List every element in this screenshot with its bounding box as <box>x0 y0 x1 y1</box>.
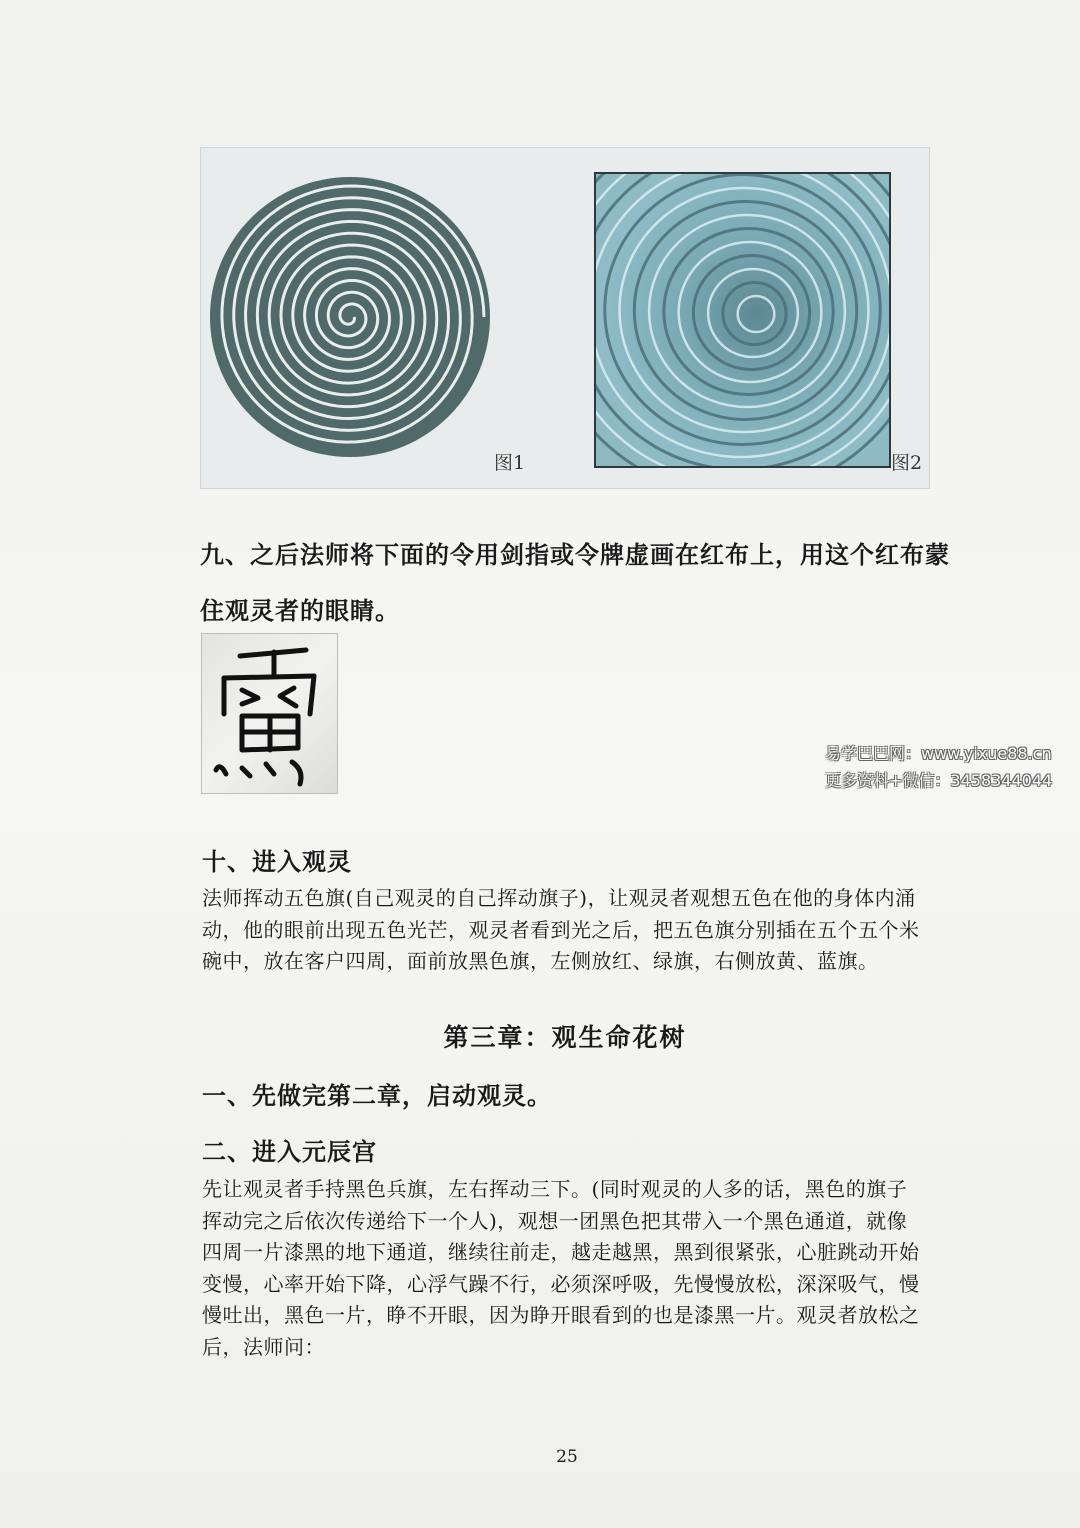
figure-panel <box>200 147 930 489</box>
thunder-talisman-icon <box>201 633 338 794</box>
paragraph-line: 先让观灵者手持黑色兵旗，左右挥动三下。(同时观灵的人多的话，黑色的旗子 <box>202 1177 908 1201</box>
paragraph-line: 碗中，放在客户四周，面前放黑色旗，左侧放红、绿旗，右侧放黄、蓝旗。 <box>202 949 879 973</box>
chapter-3-item-1: 一、先做完第二章，启动观灵。 <box>202 1081 552 1110</box>
paragraph-line: 动，他的眼前出现五色光芒，观灵者看到光之后，把五色旗分别插在五个五个米 <box>202 917 920 942</box>
chapter-3-item-2-heading: 二、进入元辰宫 <box>202 1137 377 1166</box>
ripple-rings <box>596 174 891 468</box>
talisman-drawing <box>202 634 339 795</box>
page-number: 25 <box>556 1447 578 1467</box>
ripple-water-image <box>594 172 891 468</box>
figure-2-label: 图2 <box>891 452 923 474</box>
paragraph-line: 四周一片漆黑的地下通道，继续往前走，越走越黑，黑到很紧张，心脏跳动开始 <box>202 1240 920 1264</box>
paragraph-line: 变慢，心率开始下降，心浮气躁不行，必须深呼吸，先慢慢放松，深深吸气，慢 <box>202 1271 920 1296</box>
figure-1-label: 图1 <box>494 452 526 474</box>
paragraph-line: 慢吐出，黑色一片，睁不开眼，因为睁开眼看到的也是漆黑一片。观灵者放松之 <box>202 1303 920 1327</box>
section-9-line-1: 九、之后法师将下面的令用剑指或令牌虚画在红布上，用这个红布蒙 <box>200 540 950 569</box>
section-10-heading: 十、进入观灵 <box>202 847 352 876</box>
watermark-line-2: 更多资料+微信：3458344044 <box>825 771 1053 790</box>
paragraph-line: 后，法师问： <box>202 1334 325 1359</box>
watermark-line-1: 易学巴巴网：www.yixue88.cn <box>825 744 1052 763</box>
spiral-groove-image <box>207 174 493 460</box>
chapter-3-title: 第三章：观生命花树 <box>443 1023 687 1052</box>
section-10-paragraph <box>202 883 932 978</box>
chapter-3-item-2-paragraph <box>202 1174 932 1363</box>
paragraph-line: 挥动完之后依次传递给下一个人)，观想一团黑色把其带入一个黑色通道，就像 <box>202 1208 908 1233</box>
section-9-line-2: 住观灵者的眼睛。 <box>200 596 400 625</box>
paragraph-line: 法师挥动五色旗(自己观灵的自己挥动旗子)，让观灵者观想五色在他的身体内涌 <box>202 886 916 910</box>
